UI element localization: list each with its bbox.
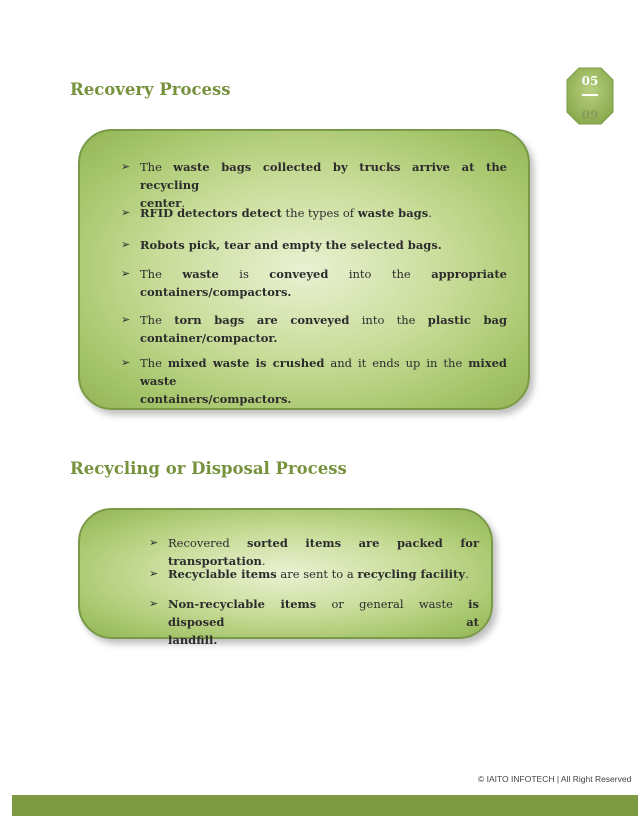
bold-text: containers/compactors. [140, 392, 292, 406]
page-badge [565, 66, 615, 126]
bold-text: RFID detectors detect [140, 206, 282, 220]
text: The [140, 160, 174, 174]
arrow-bullet-icon: ➢ [121, 238, 131, 251]
text: Recovered [168, 536, 247, 550]
list-item-line [140, 311, 507, 329]
bold-text: center [140, 196, 182, 210]
list-item-line [140, 236, 507, 254]
bold-text: Recyclable items [168, 567, 277, 581]
list-item [149, 595, 479, 649]
list-item-line [140, 329, 507, 347]
bold-text: containers/compactors. [140, 285, 292, 299]
bold-text: recycling facility [357, 567, 466, 581]
text: and it ends up in the [324, 356, 469, 370]
arrow-bullet-icon: ➢ [121, 206, 131, 219]
text: into the [349, 313, 428, 327]
text: The [140, 267, 183, 281]
arrow-bullet-icon: ➢ [149, 536, 159, 549]
bold-text: plastic bag [427, 313, 507, 327]
list-item-line [140, 283, 507, 301]
list-item-line [140, 204, 507, 222]
bold-text: mixed waste is crushed [167, 356, 325, 370]
list-item [121, 236, 507, 254]
bold-text: waste bags collected by trucks arrive at the recycling [140, 160, 507, 192]
page-number-divider [582, 94, 598, 96]
section-heading-recycling: Recycling or Disposal Process [70, 459, 347, 478]
arrow-bullet-icon: ➢ [121, 356, 131, 369]
bold-text: Robots pick, tear and empty the selected bags. [140, 238, 442, 252]
bold-text: waste bags [357, 206, 429, 220]
text: are sent to a [276, 567, 358, 581]
bold-text: torn bags are conveyed [174, 313, 350, 327]
arrow-bullet-icon: ➢ [121, 160, 131, 173]
arrow-bullet-icon: ➢ [149, 597, 159, 610]
bold-text: Non-recyclable items [168, 597, 317, 611]
arrow-bullet-icon: ➢ [149, 567, 159, 580]
bold-text: sorted items are packed for transportation [168, 536, 480, 568]
text: . [261, 554, 266, 568]
text: the types of [281, 206, 358, 220]
list-item-line [140, 265, 507, 283]
arrow-bullet-icon: ➢ [121, 313, 131, 326]
arrow-bullet-icon: ➢ [121, 267, 131, 280]
copyright-footer: © IAITO INFOTECH | All Right Reserved [478, 774, 632, 784]
list-item-line [140, 390, 507, 408]
bold-text: container/compactor. [140, 331, 278, 345]
section-heading-recovery: Recovery Process [70, 80, 231, 99]
text: . [465, 567, 469, 581]
list-item-line [168, 565, 479, 583]
page-number-total: 09 [581, 108, 599, 122]
footer-bar [12, 795, 638, 816]
bold-text: waste [182, 267, 219, 281]
text: into the [328, 267, 432, 281]
page-number-current: 05 [581, 74, 599, 88]
text: The [140, 313, 175, 327]
list-item [149, 565, 479, 583]
bold-text: is disposed at [168, 597, 479, 629]
list-item-line [140, 158, 507, 194]
bold-text: conveyed [269, 267, 329, 281]
list-item [121, 204, 507, 222]
text: or general waste [316, 597, 469, 611]
bold-text: appropriate [431, 267, 507, 281]
list-item-line [168, 595, 479, 631]
text: is [218, 267, 270, 281]
list-item-line [140, 354, 507, 390]
text: . [428, 206, 432, 220]
bold-text: mixed waste [140, 356, 507, 388]
list-item-line [168, 631, 479, 649]
list-item [121, 354, 507, 408]
text: The [140, 356, 168, 370]
text: . [181, 196, 186, 210]
bold-text: landfill. [168, 633, 218, 647]
list-item [121, 265, 507, 301]
list-item [121, 311, 507, 347]
